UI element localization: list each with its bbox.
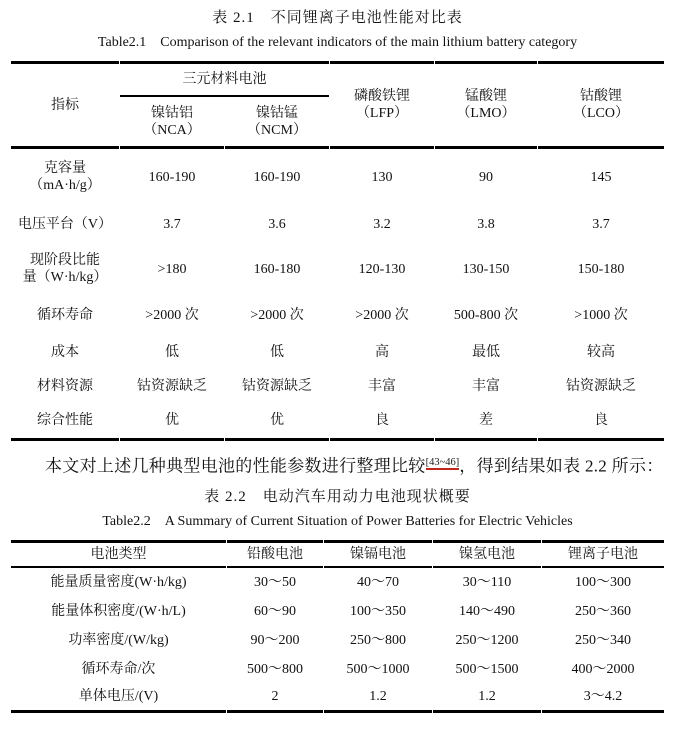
table-row	[11, 295, 664, 335]
table-cell: 150-180	[577, 261, 625, 277]
table-cell: 500-800 次	[453, 307, 519, 323]
table2-header-row	[11, 540, 664, 568]
table2-header-battery-type: 电池类型	[11, 540, 226, 568]
table1-header-lco	[538, 61, 664, 149]
header-label-line: （LFP）	[355, 106, 409, 121]
table2-header-nimh: 镍氢电池	[433, 540, 541, 568]
table-cell: 100～300	[575, 574, 631, 590]
table-cell: 130	[371, 169, 393, 185]
table-row	[11, 684, 664, 713]
row-label-line: 材料资源	[37, 378, 93, 394]
table-row	[11, 205, 664, 243]
table1-header-ternary-group: 三元材料电池	[120, 61, 329, 97]
table-cell: 钴资源缺乏	[242, 378, 312, 394]
table-cell: 30～50	[254, 574, 296, 590]
table-row	[11, 149, 664, 205]
row-label	[11, 243, 119, 295]
row-label-line: 克容量	[44, 161, 86, 176]
paragraph-text-before: 本文对上述几种典型电池的性能参数进行整理比较	[45, 456, 426, 476]
table-cell: 40～70	[357, 574, 399, 590]
row-label	[11, 295, 119, 335]
header-label-line: （LCO）	[573, 106, 629, 121]
table-cell: 100～350	[350, 603, 406, 619]
table-cell: >2000 次	[250, 307, 304, 323]
table2-caption-en: Table2.2 A Summary of Current Situation of Power Batteries for Electric Vehicles	[102, 513, 573, 529]
table-cell: 160-190	[253, 169, 301, 185]
table-cell: 钴资源缺乏	[137, 378, 207, 394]
row-label-line: 成本	[51, 344, 79, 360]
table-cell: 优	[120, 403, 224, 441]
table2-header-nicd: 镍镉电池	[324, 540, 432, 568]
row-label	[11, 369, 119, 403]
table2-header-lead-acid: 铅酸电池	[227, 540, 323, 568]
table-cell: 高	[375, 344, 389, 360]
table1	[10, 61, 665, 441]
row-label: 循环寿命/次	[81, 661, 156, 677]
row-label	[11, 335, 119, 369]
header-label-line: （NCA）	[143, 122, 201, 138]
table1-header-ncm	[225, 97, 329, 149]
header-label-line: 磷酸铁锂	[354, 89, 410, 104]
table-cell: 500～800	[247, 661, 303, 677]
table-cell: 145	[590, 169, 612, 185]
table-cell: 160-180	[253, 261, 301, 277]
row-label-line: （mA·h/g）	[29, 178, 101, 193]
table-cell: 130-150	[462, 261, 510, 277]
row-label-line: 现阶段比能	[30, 253, 100, 268]
row-label-line: 综合性能	[37, 413, 93, 428]
table1-header-row-1	[11, 61, 664, 97]
table-row	[11, 369, 664, 403]
table-cell: 3.7	[592, 216, 610, 232]
table-cell: 丰富	[472, 378, 500, 394]
row-label-line: 电压平台（V）	[17, 216, 113, 232]
table-cell: 250～800	[350, 632, 406, 648]
table-cell: 250～360	[575, 603, 631, 619]
table-cell: 优	[225, 403, 329, 441]
header-label-line: 钴酸锂	[580, 89, 622, 104]
table-cell: 良	[538, 403, 664, 441]
paragraph-text-after: ，得到结果如表 2.2 所示：	[459, 456, 664, 476]
table-cell: 低	[270, 344, 284, 360]
table-cell: 140～490	[459, 603, 515, 619]
table-cell: >2000 次	[355, 307, 409, 323]
table-row	[11, 597, 664, 626]
table-cell: 良	[330, 403, 434, 441]
table-cell: 250～1200	[455, 632, 519, 648]
table-row	[11, 655, 664, 684]
table-cell: 3.8	[477, 216, 495, 232]
table1-header-lfp	[330, 61, 434, 149]
table-cell: 低	[165, 344, 179, 360]
table-cell: 30～110	[462, 574, 512, 590]
table-cell: 1.2	[324, 684, 432, 713]
header-label-line: 镍钴铝	[151, 105, 193, 121]
table-cell: 500～1000	[346, 661, 410, 677]
table-cell: 3～4.2	[542, 684, 664, 713]
row-label	[11, 205, 119, 243]
table2	[10, 540, 665, 713]
row-label: 能量质量密度(W·h/kg)	[50, 574, 187, 590]
row-label: 功率密度/(W/kg)	[68, 632, 169, 648]
table-cell: 60～90	[254, 603, 296, 619]
table-cell: 90	[479, 169, 493, 185]
table2-caption-zh: 表 2.2 电动汽车用动力电池现状概要	[204, 488, 471, 505]
table-cell: 160-190	[148, 169, 196, 185]
table-row	[11, 335, 664, 369]
table1-header-indicator: 指标	[11, 61, 119, 149]
table-cell: 400～2000	[571, 661, 635, 677]
table1-caption-en: Table2.1 Comparison of the relevant indicators of the main lithium battery category	[97, 35, 578, 50]
table1-caption-zh: 表 2.1 不同锂离子电池性能对比表	[212, 10, 463, 26]
header-label-line: 锰酸锂	[465, 89, 507, 104]
table-cell: 较高	[587, 344, 615, 360]
table-cell: 2	[227, 684, 323, 713]
header-label-line: （LMO）	[456, 106, 516, 121]
table-cell: 90～200	[250, 632, 300, 648]
table-cell: 3.7	[163, 216, 181, 232]
citation-link[interactable]: [43~46]	[425, 457, 460, 468]
body-paragraph	[10, 452, 665, 478]
table1-header-nca	[120, 97, 224, 149]
table-cell: >2000 次	[145, 307, 199, 323]
table-cell: 3.2	[373, 216, 391, 232]
header-label-line: 镍钴锰	[256, 105, 298, 121]
table1-header-lmo	[435, 61, 537, 149]
table-cell: >1000 次	[574, 307, 628, 323]
table-cell: 1.2	[433, 684, 541, 713]
table-row	[11, 568, 664, 597]
table-cell: >180	[157, 261, 187, 277]
row-label	[11, 149, 119, 205]
table-cell: 钴资源缺乏	[566, 378, 636, 394]
table-cell: 丰富	[368, 378, 396, 394]
row-label	[11, 403, 119, 441]
table-cell: 120-130	[358, 261, 406, 277]
header-label-line: （NCM）	[247, 122, 307, 138]
table-cell: 差	[435, 403, 537, 441]
row-label: 能量体积密度/(W·h/L)	[51, 603, 186, 619]
table2-header-liion: 锂离子电池	[542, 540, 664, 568]
row-label: 单体电压/(V)	[11, 684, 226, 713]
table-cell: 最低	[472, 344, 500, 360]
table-row	[11, 626, 664, 655]
table-row	[11, 403, 664, 441]
row-label-line: 循环寿命	[37, 307, 93, 323]
table-cell: 500～1500	[455, 661, 519, 677]
table-cell: 250～340	[575, 632, 631, 648]
row-label-line: 量（W·h/kg）	[22, 270, 108, 285]
table-cell: 3.6	[268, 216, 286, 232]
table-row	[11, 243, 664, 295]
